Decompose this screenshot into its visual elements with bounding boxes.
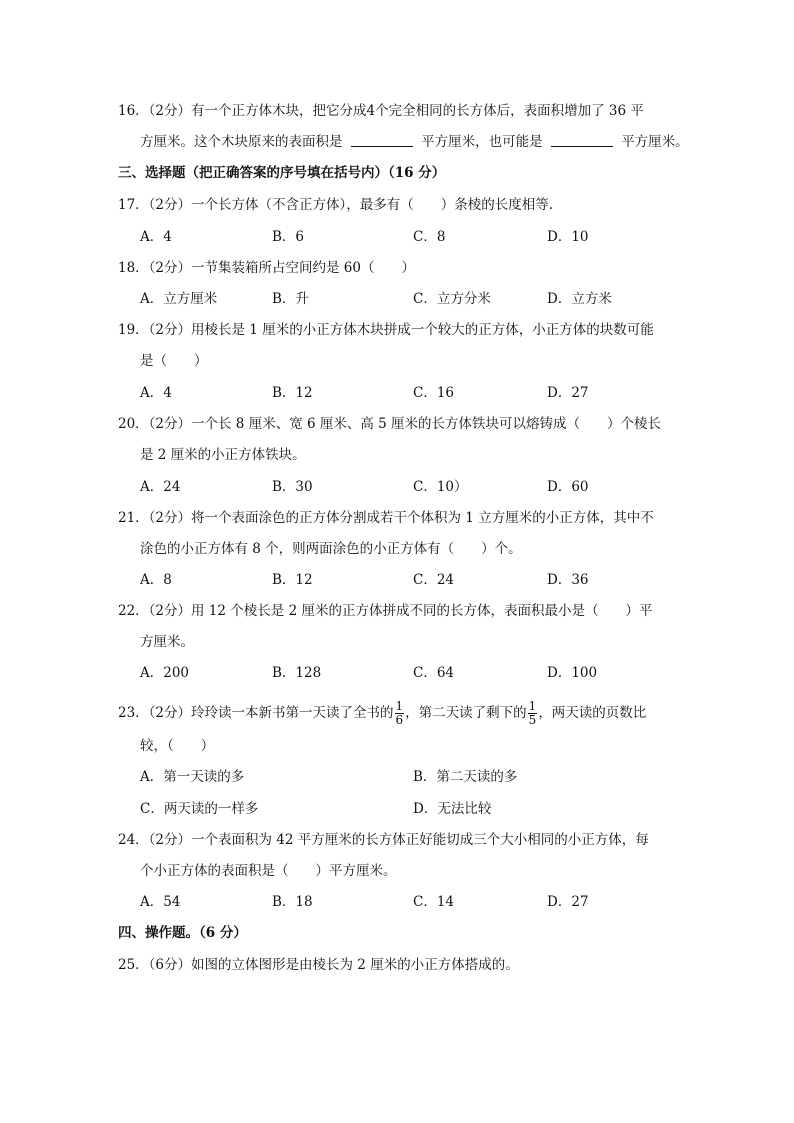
q16-text-a: 方厘米。这个木块原来的表面积是 [140, 134, 343, 150]
q22-option-d: D．100 [547, 665, 598, 681]
q22-option-a: A．200 [140, 665, 190, 681]
q21-option-b: B．12 [272, 572, 313, 588]
q23-line2: 较，（ ） [140, 738, 215, 754]
q22-option-b: B．128 [272, 665, 322, 681]
q18-option-a: A．立方厘米 [140, 291, 218, 307]
q23-option-d: D．无法比较 [413, 801, 492, 817]
q24-option-d: D．27 [547, 894, 589, 910]
q23-fraction-1 [395, 700, 405, 727]
q19-line1: 19．（2分）用棱长是 1 厘米的小正方体木块拼成一个较大的正方体，小正方体的块数可能 [118, 322, 654, 338]
q24-line2: 个小正方体的表面积是（ ）平方厘米。 [140, 863, 397, 879]
q21-option-a: A．8 [140, 572, 172, 588]
q20-option-c: C．10） [413, 479, 468, 495]
q23-option-a: A．第一天读的多 [140, 769, 245, 785]
q19-option-d: D．27 [547, 385, 589, 401]
q17-text: 17．（2分）一个长方体（不含正方体），最多有（ ）条棱的长度相等. [118, 197, 554, 213]
q24-option-b: B．18 [272, 894, 313, 910]
q17-option-d: D．10 [547, 229, 589, 245]
q18-option-b: B．升 [272, 291, 309, 307]
q23-option-c: C．两天读的一样多 [140, 801, 259, 817]
q18-option-d: D．立方米 [547, 291, 612, 307]
q23-option-b: B．第二天读的多 [413, 769, 518, 785]
q19-line2: 是（ ） [140, 353, 208, 369]
q20-line2: 是 2 厘米的小正方体铁块。 [140, 447, 306, 463]
q20-option-d: D．60 [547, 479, 589, 495]
q22-option-c: C．64 [413, 665, 455, 681]
q17-option-b: B．6 [272, 229, 305, 245]
q23-fraction-2 [528, 700, 538, 727]
q21-line1: 21．（2分）将一个表面涂色的正方体分割成若干个体积为 1 立方厘米的小正方体，其中不 [118, 510, 654, 526]
q23-frac2-denominator: 5 [528, 713, 537, 727]
q19-option-a: A．4 [140, 385, 172, 401]
q21-line2: 涂色的小正方体有 8 个，则两面涂色的小正方体有（ ）个。 [140, 541, 522, 557]
q22-line1: 22．（2分）用 12 个棱长是 2 厘米的正方体拼成不同的长方体，表面积最小是（ ）平 [118, 603, 653, 619]
q23-frac1-denominator: 6 [395, 713, 404, 727]
q20-option-a: A．24 [140, 479, 181, 495]
q25-text: 25．（6分）如图的立体图形是由棱长为 2 厘米的小正方体搭成的。 [118, 957, 519, 973]
q23-part2: ，第二天读了剩下的 [405, 705, 527, 721]
q23-frac1-numerator: 1 [395, 699, 404, 713]
q17-option-c: C．8 [413, 229, 446, 245]
q23-line1 [118, 699, 646, 727]
q17-option-a: A．4 [140, 229, 172, 245]
q16-text-b: 平方厘米，也可能是 [421, 134, 543, 150]
q18-text: 18．（2分）一节集装箱所占空间约是 60（ ） [118, 260, 415, 276]
q22-line2: 方厘米。 [140, 634, 194, 650]
q24-line1: 24．（2分）一个表面积为 42 平方厘米的长方体正好能切成三个大小相同的小正方体，每 [118, 832, 649, 848]
q24-option-a: A．54 [140, 894, 181, 910]
section-3-heading: 三、选择题（把正确答案的序号填在括号内）（16 分） [118, 165, 446, 181]
q19-option-b: B．12 [272, 385, 313, 401]
q18-option-c: C．立方分米 [413, 291, 491, 307]
q21-option-d: D．36 [547, 572, 589, 588]
q19-option-c: C．16 [413, 385, 455, 401]
q23-part1: 23．（2分）玲玲读一本新书第一天读了全书的 [118, 705, 394, 721]
q16-line2 [140, 133, 689, 151]
q20-line1: 20．（2分）一个长 8 厘米、宽 6 厘米、高 5 厘米的长方体铁块可以熔铸成（ ）个棱长 [118, 416, 662, 432]
section-4-heading: 四、操作题。（6 分） [118, 925, 247, 941]
q23-part3: ，两天读的页数比 [538, 705, 647, 721]
q23-frac2-numerator: 1 [528, 699, 537, 713]
q21-option-c: C．24 [413, 572, 455, 588]
q16-blank-2[interactable] [551, 133, 613, 147]
q20-option-b: B．30 [272, 479, 313, 495]
q16-text-c: 平方厘米。 [621, 134, 689, 150]
q16-blank-1[interactable] [351, 133, 413, 147]
q16-line1: 16．（2分）有一个正方体木块，把它分成4个完全相同的长方体后，表面积增加了 36 平 [118, 103, 644, 119]
q24-option-c: C．14 [413, 894, 455, 910]
